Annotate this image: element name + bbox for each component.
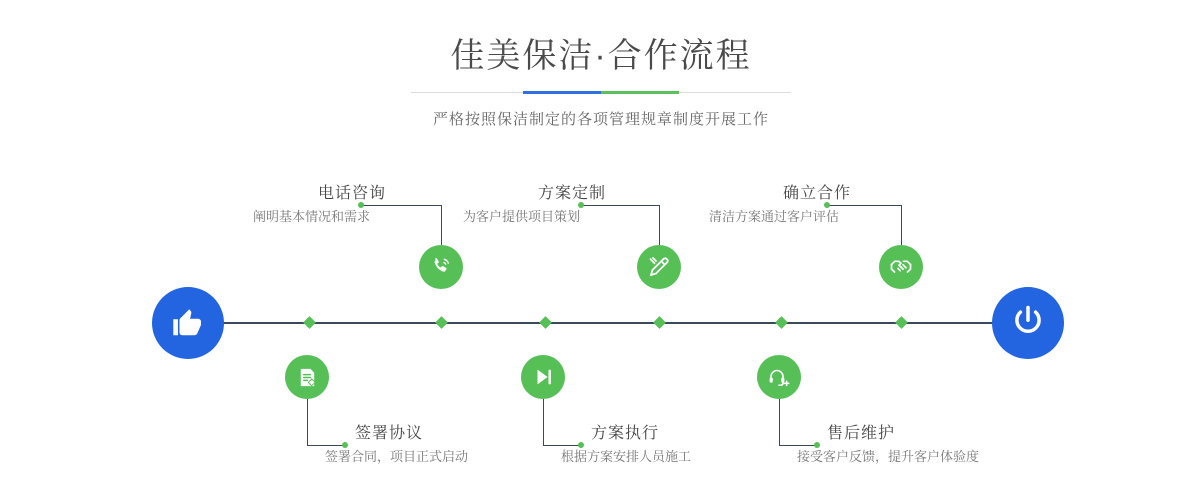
power-icon — [1009, 302, 1047, 345]
customer-service-add-icon — [767, 365, 791, 389]
timeline — [0, 160, 1202, 502]
step-label-3: 方案定制 为客户提供项目策划 — [463, 185, 607, 224]
step-node-6[interactable] — [757, 355, 801, 399]
axis-marker — [895, 316, 908, 329]
connector-vertical — [441, 205, 442, 245]
divider-accent-blue — [523, 91, 601, 94]
phone-call-icon — [429, 255, 453, 279]
step-label-5: 确立合作 清洁方案通过客户评估 — [709, 185, 852, 224]
connector-vertical — [543, 399, 544, 445]
step-node-5[interactable] — [879, 245, 923, 289]
document-edit-icon — [296, 366, 319, 389]
handshake-icon — [889, 255, 913, 279]
step-label-2: 签署协议 签署合同，项目正式启动 — [325, 425, 469, 464]
axis-marker — [653, 316, 666, 329]
title-divider — [411, 91, 791, 94]
axis-marker — [435, 316, 448, 329]
step-node-1[interactable] — [419, 245, 463, 289]
play-forward-icon — [532, 366, 554, 388]
step-label-1: 电话咨询 阐明基本情况和需求 — [253, 185, 387, 224]
step-node-3[interactable] — [637, 245, 681, 289]
axis-marker — [539, 316, 552, 329]
pen-ruler-icon — [647, 255, 671, 279]
connector-vertical — [779, 399, 780, 445]
end-endpoint — [992, 287, 1064, 359]
step-label-6: 售后维护 接受客户反馈，提升客户体验度 — [797, 425, 980, 464]
step-node-2[interactable] — [285, 355, 329, 399]
connector-vertical — [901, 205, 902, 245]
axis-marker — [303, 316, 316, 329]
step-node-4[interactable] — [521, 355, 565, 399]
step-label-4: 方案执行 根据方案安排人员施工 — [561, 425, 692, 464]
page-title: 佳美保洁·合作流程 — [450, 37, 752, 75]
connector-vertical — [659, 205, 660, 245]
divider-accent-green — [601, 91, 679, 94]
connector-vertical — [307, 399, 308, 445]
page-subtitle: 严格按照保洁制定的各项管理规章制度开展工作 — [432, 111, 769, 128]
header — [0, 34, 1202, 129]
axis-marker — [775, 316, 788, 329]
thumbs-up-icon — [170, 303, 206, 344]
start-endpoint — [152, 287, 224, 359]
